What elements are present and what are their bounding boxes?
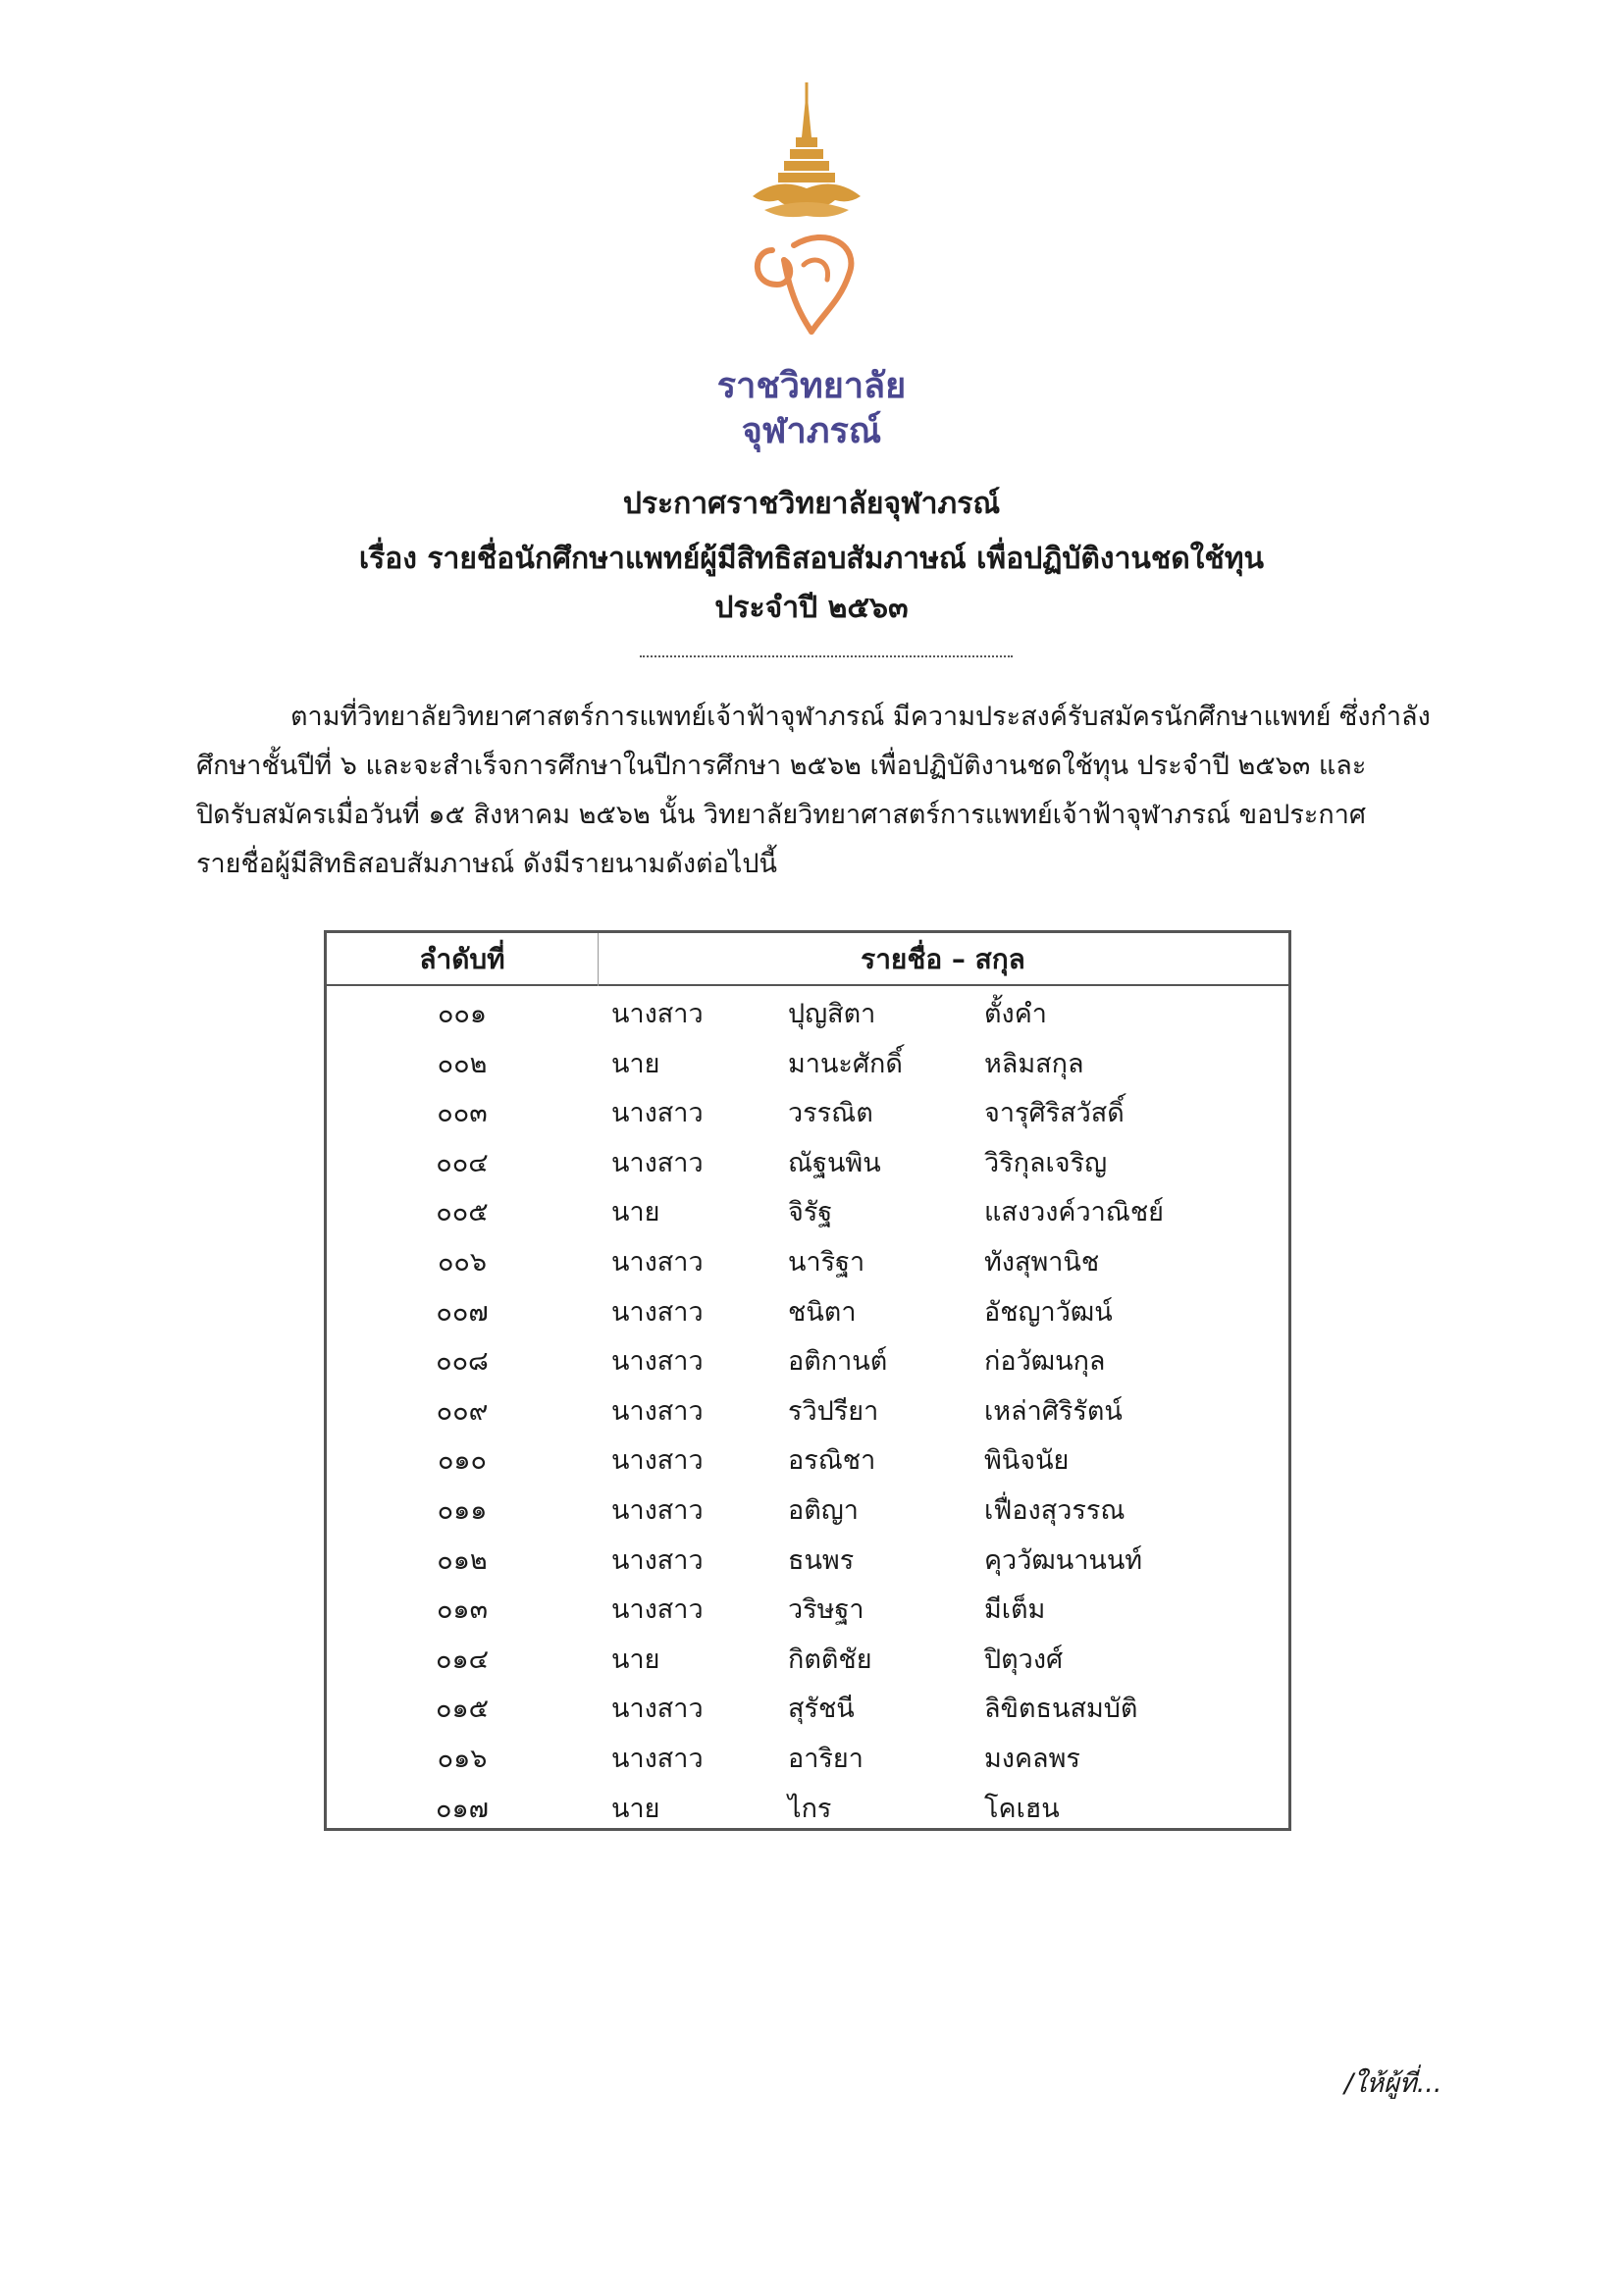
- row-number: ๐๑๗: [436, 1793, 489, 1824]
- row-number: ๐๐๘: [436, 1346, 489, 1378]
- row-title: นางสาว: [611, 999, 704, 1029]
- table-row: [327, 1288, 1288, 1338]
- row-number: ๐๐๔: [436, 1147, 489, 1178]
- row-first-name: อรณิชา: [788, 1445, 876, 1477]
- institution-name-line1: ราชวิทยาลัย: [716, 366, 907, 406]
- row-last-name: ก่อวัฒนกุล: [984, 1346, 1106, 1378]
- row-first-name: จิรัฐ: [788, 1197, 833, 1228]
- body-line: ปิดรับสมัครเมื่อวันที่ ๑๕ สิงหาคม ๒๕๖๒ นั้น วิทยาลัยวิทยาศาสตร์การแพทย์เจ้าฟ้าจุฬาภรณ์ ขอประกาศ: [196, 800, 1367, 830]
- table-body: [327, 990, 1288, 1834]
- row-last-name: จารุศิริสวัสดิ์: [984, 1098, 1125, 1129]
- row-first-name: วริษฐา: [788, 1594, 864, 1626]
- row-first-name: วรรณิต: [788, 1098, 873, 1129]
- body-line: รายชื่อผู้มีสิทธิสอบสัมภาษณ์ ดังมีรายนามดังต่อไปนี้: [196, 849, 777, 879]
- table-row: [327, 1487, 1288, 1537]
- row-first-name: รวิปรียา: [788, 1395, 879, 1427]
- header-number: ลำดับที่: [419, 943, 505, 975]
- row-number: ๐๑๔: [435, 1644, 490, 1675]
- row-title: นาย: [611, 1197, 660, 1228]
- row-title: นางสาว: [611, 1246, 704, 1278]
- row-first-name: ธนพร: [788, 1544, 855, 1576]
- row-number: ๐๐๖: [437, 1246, 488, 1278]
- row-first-name: ณัฐนพิน: [788, 1147, 881, 1178]
- row-title: นางสาว: [611, 1147, 704, 1178]
- row-last-name: มีเต็ม: [984, 1594, 1046, 1626]
- row-title: นางสาว: [611, 1296, 704, 1328]
- table-row: [327, 1188, 1288, 1238]
- row-number: ๐๑๒: [437, 1544, 488, 1576]
- row-title: นางสาว: [611, 1694, 704, 1725]
- row-title: นางสาว: [611, 1098, 704, 1129]
- row-first-name: ไกร: [788, 1793, 832, 1824]
- row-last-name: ปิตุวงศ์: [984, 1644, 1064, 1675]
- body-paragraph: [196, 693, 1468, 889]
- announcement-title: ประกาศราชวิทยาลัยจุฬาภรณ์: [622, 487, 1001, 521]
- row-last-name: ตั้งคำ: [984, 999, 1047, 1029]
- row-last-name: เหล่าศิริรัตน์: [984, 1395, 1123, 1427]
- row-number: ๐๐๓: [437, 1098, 488, 1129]
- candidates-table: [324, 930, 1291, 1831]
- announcement-year: ประจำปี ๒๕๖๓: [714, 591, 909, 625]
- table-row: [327, 1537, 1288, 1587]
- table-row: [327, 1436, 1288, 1487]
- row-number: ๐๑๓: [436, 1594, 489, 1626]
- row-last-name: พินิจนัย: [984, 1445, 1070, 1477]
- institution-name-line2: จุฬาภรณ์: [741, 411, 882, 451]
- row-last-name: วิริกุลเจริญ: [984, 1147, 1108, 1178]
- row-first-name: นาริฐา: [788, 1246, 865, 1278]
- row-number: ๐๑๑: [437, 1494, 488, 1526]
- row-first-name: กิตติชัย: [788, 1644, 872, 1675]
- body-line: ศึกษาชั้นปีที่ ๖ และจะสำเร็จการศึกษาในปีการศึกษา ๒๕๖๒ เพื่อปฏิบัติงานชดใช้ทุน ประจำปี ๒๕๖๓ และ: [196, 751, 1367, 781]
- table-row: [327, 990, 1288, 1040]
- row-title: นางสาว: [611, 1346, 704, 1378]
- row-last-name: หลิมสกุล: [984, 1048, 1084, 1079]
- row-title: นาย: [611, 1048, 660, 1079]
- row-last-name: อัชญาวัฒน์: [984, 1296, 1113, 1328]
- row-number: ๐๐๕: [436, 1197, 489, 1228]
- royal-crown-emblem-icon: [733, 78, 880, 363]
- row-title: นางสาว: [611, 1594, 704, 1626]
- row-number: ๐๐๑: [437, 999, 488, 1029]
- row-title: นางสาว: [611, 1395, 704, 1427]
- row-number: ๐๑๖: [437, 1743, 488, 1774]
- row-last-name: มงคลพร: [984, 1743, 1080, 1774]
- table-row: [327, 1586, 1288, 1636]
- header-name: รายชื่อ – สกุล: [861, 943, 1025, 975]
- table-row: [327, 1139, 1288, 1189]
- table-row: [327, 1785, 1288, 1835]
- body-line: ตามที่วิทยาลัยวิทยาศาสตร์การแพทย์เจ้าฟ้าจุฬาภรณ์ มีความประสงค์รับสมัครนักศึกษาแพทย์ ซึ่งกำลัง: [290, 702, 1431, 732]
- table-row: [327, 1337, 1288, 1387]
- row-last-name: แสงวงค์วาณิชย์: [984, 1197, 1164, 1228]
- table-row: [327, 1387, 1288, 1437]
- row-last-name: ลิขิตธนสมบัติ: [984, 1694, 1138, 1725]
- row-title: นาย: [611, 1793, 660, 1824]
- row-number: ๐๐๗: [436, 1296, 489, 1328]
- dotted-divider: [640, 655, 1013, 657]
- row-title: นางสาว: [611, 1494, 704, 1526]
- row-number: ๐๑๐: [437, 1445, 488, 1477]
- row-first-name: ชนิตา: [788, 1296, 857, 1328]
- row-title: นางสาว: [611, 1544, 704, 1576]
- row-number: ๐๐๒: [437, 1048, 488, 1079]
- row-first-name: อติญา: [788, 1494, 859, 1526]
- row-first-name: อาริยา: [788, 1743, 864, 1774]
- row-first-name: ปุญสิตา: [788, 999, 876, 1029]
- row-first-name: มานะศักดิ์: [788, 1048, 903, 1079]
- table-header: [327, 933, 1288, 986]
- table-row: [327, 1636, 1288, 1686]
- table-row: [327, 1685, 1288, 1735]
- row-title: นาย: [611, 1644, 660, 1675]
- row-number: ๐๑๕: [435, 1694, 490, 1725]
- row-first-name: สุรัชนี: [788, 1694, 855, 1725]
- continued-note: /ให้ผู้ที่...: [1344, 2068, 1442, 2099]
- row-last-name: เฟื่องสุวรรณ: [984, 1494, 1126, 1526]
- table-row: [327, 1735, 1288, 1785]
- row-last-name: โคเฮน: [984, 1793, 1060, 1824]
- row-title: นางสาว: [611, 1743, 704, 1774]
- announcement-subject: เรื่อง รายชื่อนักศึกษาแพทย์ผู้มีสิทธิสอบสัมภาษณ์ เพื่อปฏิบัติงานชดใช้ทุน: [358, 542, 1265, 576]
- row-number: ๐๐๙: [436, 1395, 489, 1427]
- row-last-name: คุววัฒนานนท์: [984, 1544, 1143, 1576]
- table-row: [327, 1089, 1288, 1139]
- row-title: นางสาว: [611, 1445, 704, 1477]
- table-row: [327, 1040, 1288, 1090]
- table-row: [327, 1238, 1288, 1288]
- row-first-name: อติกานต์: [788, 1346, 888, 1378]
- row-last-name: ทังสุพานิช: [984, 1246, 1100, 1278]
